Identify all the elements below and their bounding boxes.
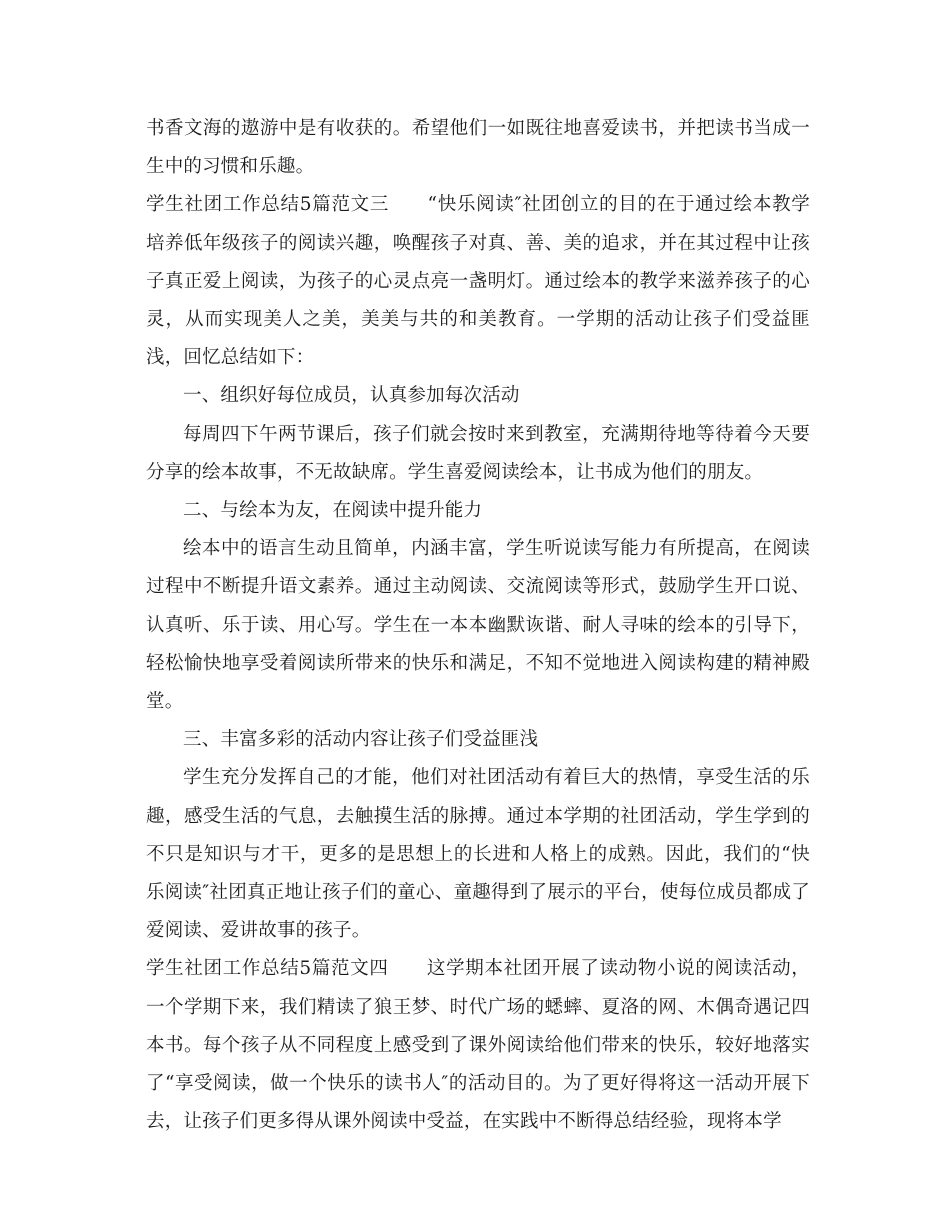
paragraph-section-one: 每周四下午两节课后，孩子们就会按时来到教室，充满期待地等待着今天要分享的绘本故事，不无故缺席。学生喜爱阅读绘本，让书成为他们的朋友。 xyxy=(146,423,810,483)
paragraph-section-three: 学生充分发挥自己的才能，他们对社团活动有着巨大的热情，享受生活的乐趣，感受生活的气息，去触摸生活的脉搏。通过本学期的社团活动，学生学到的不只是知识与才干，更多的是思想上的长进和人格上的成熟。因此，我们的“快乐阅读″社团真正地让孩子们的童心、童趣得到了展示的平台，使每位成员都成了爱阅读、爱讲故事的孩子。 xyxy=(146,767,810,942)
paragraph-sample-four-intro: 学生社团工作总结5篇范文四 这学期本社团开展了读动物小说的阅读活动，一个学期下来，我们精读了狼王梦、时代广场的蟋蟀、夏洛的网、木偶奇遇记四本书。每个孩子从不同程度上感受到了课外阅读给他们带来的快乐，较好地落实了“享受阅读，做一个快乐的读书人″的活动目的。为了更好得将这一活动开展下去，让孩子们更多得从课外阅读中受益，在实践中不断得总结经验，现将本学 xyxy=(146,958,810,1133)
paragraph-sample-three-intro: 学生社团工作总结5篇范文三 “快乐阅读″社团创立的目的在于通过绘本教学培养低年级孩子的阅读兴趣，唤醒孩子对真、善、美的追求，并在其过程中让孩子真正爱上阅读，为孩子的心灵点亮一盏明灯。通过绘本的教学来滋养孩子的心灵，从而实现美人之美，美美与共的和美教育。一学期的活动让孩子们受益匪浅，回忆总结如下： xyxy=(146,194,810,369)
paragraph-section-two: 绘本中的语言生动且简单，内涵丰富，学生听说读写能力有所提高，在阅读过程中不断提升语文素养。通过主动阅读、交流阅读等形式，鼓励学生开口说、认真听、乐于读、用心写。学生在一本本幽默诙谐、耐人寻味的绘本的引导下，轻松愉快地享受着阅读所带来的快乐和满足，不知不觉地进入阅读构建的精神殿堂。 xyxy=(146,538,810,713)
document-body xyxy=(146,110,810,1141)
section-heading-one: 一、组织好每位成员，认真参加每次活动 xyxy=(183,385,520,407)
paragraph-continuation: 书香文海的遨游中是有收获的。希望他们一如既往地喜爱读书，并把读书当成一生中的习惯和乐趣。 xyxy=(146,118,810,178)
section-heading-two: 二、与绘本为友，在阅读中提升能力 xyxy=(183,500,483,522)
section-heading-three: 三、丰富多彩的活动内容让孩子们受益匪浅 xyxy=(183,729,539,751)
